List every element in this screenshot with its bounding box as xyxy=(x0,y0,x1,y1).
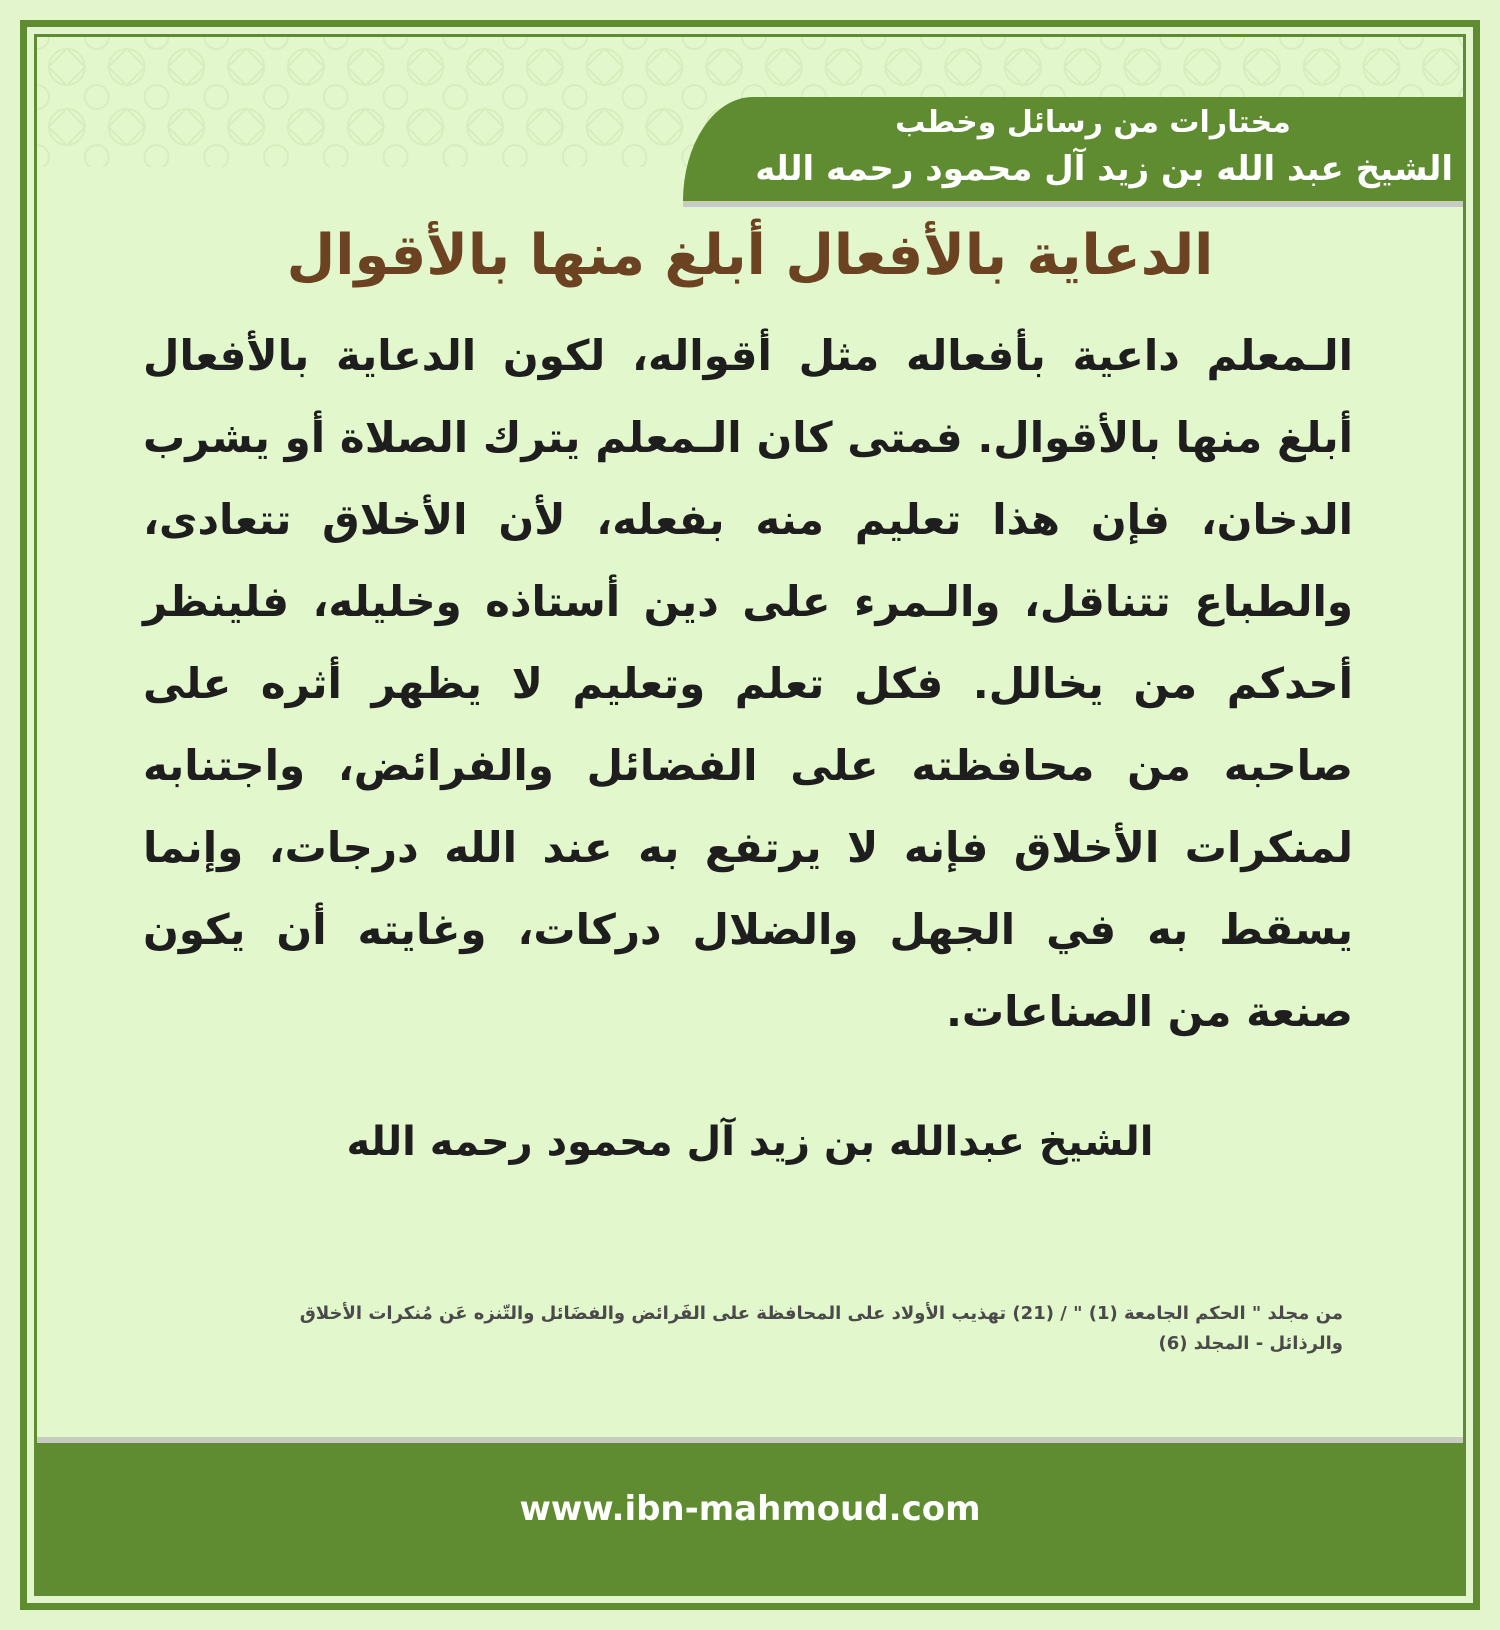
source-line: من مجلد " الحكم الجامعة (1) " / (21) تهذيب الأولاد على المحافظة على الفَرائض والفضَائل والتّنزه عَن مُنكرات الأخلاق xyxy=(299,1303,1343,1324)
header-author: الشيخ عبد الله بن زيد آل محمود رحمه الله xyxy=(755,149,1453,189)
page-title: الدعاية بالأفعال أبلغ منها بالأقوال xyxy=(286,223,1214,288)
card xyxy=(34,34,1466,1596)
source-citation xyxy=(143,1299,1343,1359)
header-ribbon xyxy=(683,97,1463,201)
body-line: والطباع تتناقل، والـمرء على دين أستاذه وخليله، فلينظر xyxy=(143,577,1353,626)
body-line: أحدكم من يخالل. فكل تعلم وتعليم لا يظهر أثره على xyxy=(143,659,1353,708)
body-line: أبلغ منها بالأقوال. فمتى كان الـمعلم يترك الصلاة أو يشرب xyxy=(143,413,1353,462)
body-line: الـمعلم داعية بأفعاله مثل أقواله، لكون الدعاية بالأفعال xyxy=(143,331,1353,380)
body-line: لمنكرات الأخلاق فإنه لا يرتفع به عند الله درجات، وإنما xyxy=(143,823,1353,872)
body-line: الدخان، فإن هذا تعليم منه بفعله، لأن الأخلاق تتعادى، xyxy=(143,495,1353,544)
body-line: صاحبه من محافظته على الفضائل والفرائض، واجتنابه xyxy=(143,741,1353,790)
website-url: www.ibn-mahmoud.com xyxy=(519,1489,981,1529)
body-line: صنعة من الصناعات. xyxy=(945,987,1353,1036)
header-series-title: مختارات من رسائل وخطب xyxy=(895,105,1291,140)
signature: الشيخ عبدالله بن زيد آل محمود رحمه الله xyxy=(346,1119,1154,1165)
footer-bar xyxy=(37,1443,1463,1593)
body-line: يسقط به في الجهل والضلال دركات، وغايته أن يكون xyxy=(143,905,1353,954)
source-line: والرذائل - المجلد (6) xyxy=(1158,1333,1343,1354)
body-text xyxy=(143,315,1353,1053)
